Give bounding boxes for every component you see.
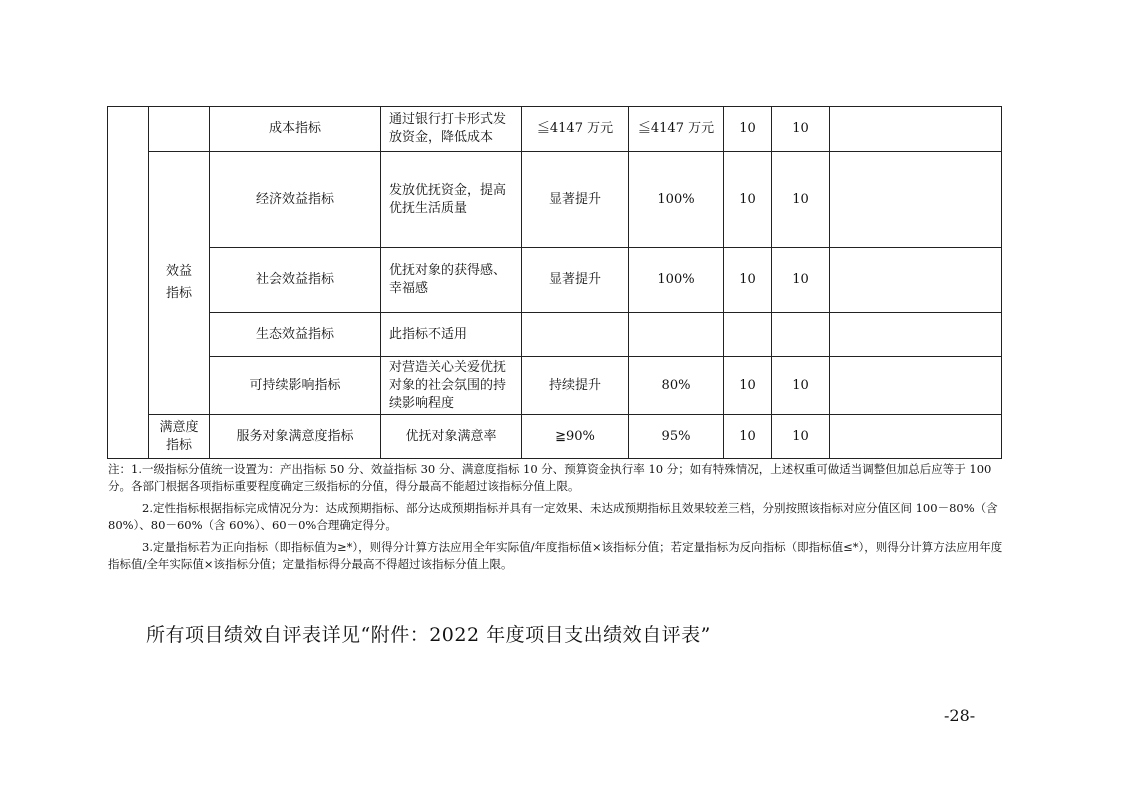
target-value-cell: [522, 313, 629, 357]
table-notes: [108, 461, 1008, 578]
table-row: [108, 313, 1002, 357]
indicator-cell: 经济效益指标: [210, 152, 381, 248]
actual-value-cell: 95%: [629, 415, 724, 459]
weight-cell: 10: [724, 152, 772, 248]
remark-cell: [830, 357, 1002, 415]
remark-cell: [830, 415, 1002, 459]
table-row: [108, 415, 1002, 459]
level1-category-cell: [108, 107, 149, 459]
remark-cell: [830, 107, 1002, 152]
indicator-cell: 生态效益指标: [210, 313, 381, 357]
indicator-cell: 服务对象满意度指标: [210, 415, 381, 459]
target-value-cell: 持续提升: [522, 357, 629, 415]
remark-cell: [830, 313, 1002, 357]
performance-table: [107, 106, 1002, 459]
indicator-cell: 成本指标: [210, 107, 381, 152]
indicator-cell: 可持续影响指标: [210, 357, 381, 415]
note-2: 2.定性指标根据指标完成情况分为：达成预期指标、部分达成预期指标并具有一定效果、未达成预期指标且效果较差三档，分别按照该指标对应分值区间 100－80%（含 80%）、80－60%（含 60%）、60－0%合理确定得分。: [108, 501, 998, 532]
table-row: [108, 357, 1002, 415]
actual-value-cell: 80%: [629, 357, 724, 415]
table-row: [108, 107, 1002, 152]
actual-value-cell: [629, 313, 724, 357]
target-value-cell: 显著提升: [522, 248, 629, 313]
score-cell: 10: [772, 357, 830, 415]
target-value-cell: ≧90%: [522, 415, 629, 459]
actual-value-cell: 100%: [629, 248, 724, 313]
target-value-cell: 显著提升: [522, 152, 629, 248]
score-cell: 10: [772, 248, 830, 313]
actual-value-cell: 100%: [629, 152, 724, 248]
indicator-content-cell: 发放优抚资金，提高优抚生活质量: [381, 152, 522, 248]
note-3: 3.定量指标若为正向指标（即指标值为≥*），则得分计算方法应用全年实际值/年度指标值×该指标分值；若定量指标为反向指标（即指标值≤*），则得分计算方法应用年度指标值/全年实际值×该指标分值；定量指标得分最高不得超过该指标分值上限。: [108, 540, 1003, 571]
remark-cell: [830, 248, 1002, 313]
indicator-content-cell: 优抚对象的获得感、幸福感: [381, 248, 522, 313]
score-cell: 10: [772, 107, 830, 152]
weight-cell: [724, 313, 772, 357]
score-cell: 10: [772, 415, 830, 459]
indicator-cell: 社会效益指标: [210, 248, 381, 313]
level2-category-cell: 满意度指标: [149, 415, 210, 459]
actual-value-cell: ≦4147 万元: [629, 107, 724, 152]
score-cell: [772, 313, 830, 357]
attachment-reference: 所有项目绩效自评表详见“附件：2022 年度项目支出绩效自评表”: [146, 624, 711, 646]
indicator-content-cell: 此指标不适用: [381, 313, 522, 357]
level2-category-cell: [149, 107, 210, 152]
remark-cell: [830, 152, 1002, 248]
indicator-content-cell: 优抚对象满意率: [381, 415, 522, 459]
table-row: [108, 152, 1002, 248]
target-value-cell: ≦4147 万元: [522, 107, 629, 152]
note-1: 注：1.一级指标分值统一设置为：产出指标 50 分、效益指标 30 分、满意度指标 10 分、预算资金执行率 10 分；如有特殊情况，上述权重可做适当调整但加总后应等于 100 分。各部门根据各项指标重要程度确定三级指标的分值，得分最高不能超过该指标分值上限。: [108, 462, 992, 493]
score-cell: 10: [772, 152, 830, 248]
level2-category-cell: 效益指标: [149, 152, 210, 415]
weight-cell: 10: [724, 107, 772, 152]
indicator-content-cell: 通过银行打卡形式发放资金，降低成本: [381, 107, 522, 152]
weight-cell: 10: [724, 248, 772, 313]
indicator-content-cell: 对营造关心关爱优抚对象的社会氛围的持续影响程度: [381, 357, 522, 415]
weight-cell: 10: [724, 415, 772, 459]
page-number: -28-: [944, 706, 976, 725]
weight-cell: 10: [724, 357, 772, 415]
table-row: [108, 248, 1002, 313]
